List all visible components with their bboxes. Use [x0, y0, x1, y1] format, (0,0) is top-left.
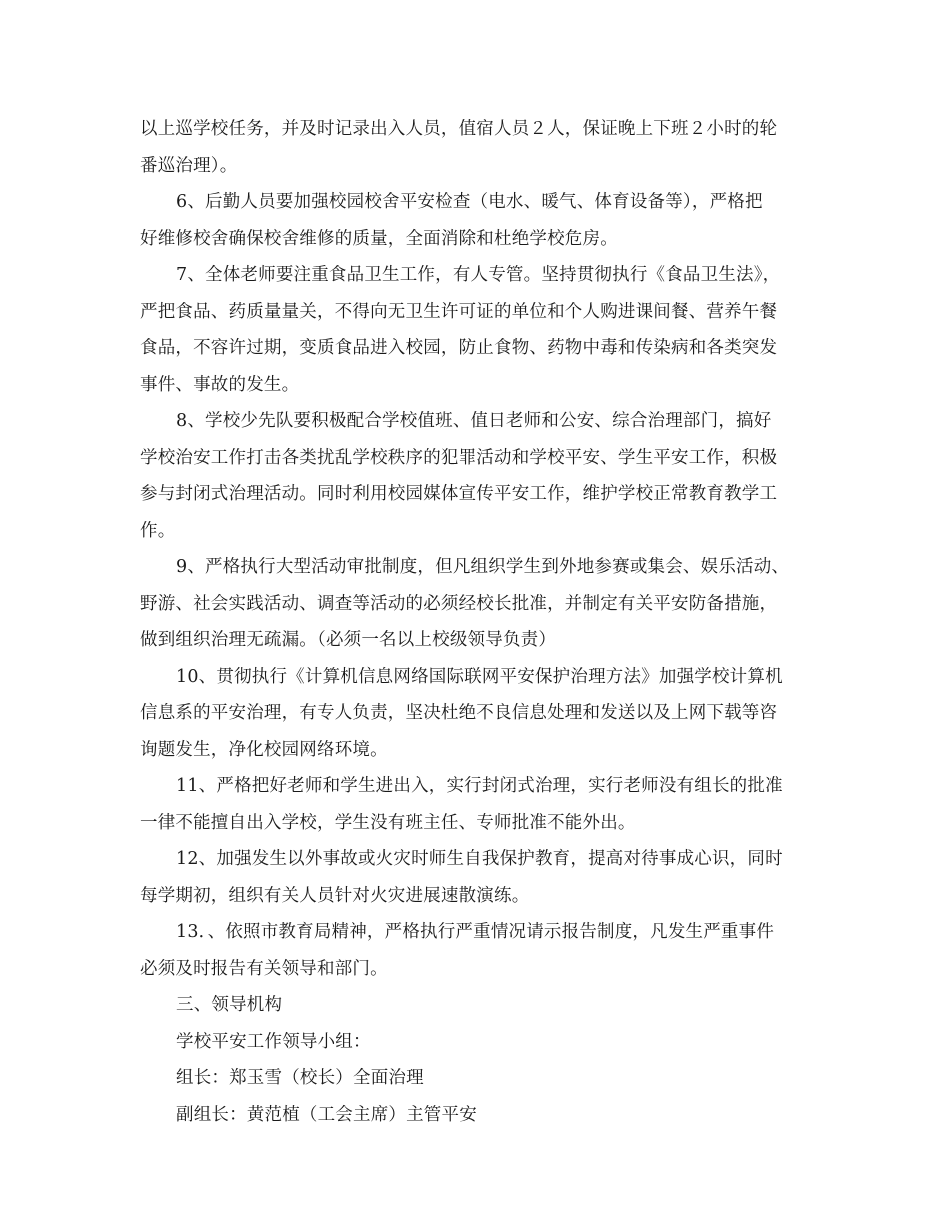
text-line: 6、后勤人员要加强校园校舍平安检查（电水、暖气、体育设备等），严格把: [176, 192, 763, 212]
text-line: 12、加强发生以外事故或火灾时师生自我保护教育，提高对待事成心识，同时: [176, 849, 783, 869]
text-line: 8、学校少先队要积极配合学校值班、值日老师和公安、综合治理部门，搞好: [176, 411, 772, 431]
text-line: 询题发生，净化校园网络环境。: [140, 739, 388, 760]
text-line: 以上巡学校任务，并及时记录出入人员，值宿人员２人，保证晚上下班２小时的轮: [140, 119, 778, 139]
text-line: 7、全体老师要注重食品卫生工作，有人专管。坚持贯彻执行《食品卫生法》，: [176, 265, 781, 285]
text-line: 一律不能擅自出入学校，学生没有班主任、专师批准不能外出。: [140, 812, 636, 833]
text-line: 好维修校舍确保校舍维修的质量，全面消除和杜绝学校危房。: [140, 228, 618, 249]
text-line: 10、贯彻执行《计算机信息网络国际联网平安保护治理方法》加强学校计算机: [176, 666, 783, 687]
text-line: 野游、社会实践活动、调查等活动的必须经校长批准，并制定有关平安防备措施，: [140, 593, 778, 614]
text-line: 作。: [140, 520, 176, 541]
text-line: 每学期初，组织有关人员针对火灾进展速散演练。: [140, 885, 530, 906]
text-line: 事件、事故的发生。: [140, 374, 300, 395]
text-line: 11、严格把好老师和学生进出入，实行封闭式治理，实行老师没有组长的批准: [176, 776, 783, 796]
text-line: 学校平安工作领导小组：: [176, 1031, 371, 1052]
text-line: 组长：郑玉雪（校长）全面治理: [176, 1068, 424, 1088]
text-line: 食品，不容许过期，变质食品进入校园，防止食物、药物中毒和传染病和各类突发: [140, 338, 778, 358]
text-line: 参与封闭式治理活动。同时利用校园媒体宣传平安工作，维护学校正常教育教学工: [140, 484, 778, 504]
text-line: 副组长：黄范植（工会主席）主管平安: [176, 1104, 477, 1125]
text-line: 番巡治理）。: [140, 155, 238, 176]
text-line: 必须及时报告有关领导和部门。: [140, 958, 388, 979]
text-line: 三、领导机构: [176, 995, 283, 1015]
text-line: 9、严格执行大型活动审批制度，但凡组织学生到外地参赛或集会、娱乐活动、: [176, 557, 790, 577]
text-line: 13．、依照市教育局精神，严格执行严重情况请示报告制度，凡发生严重事件: [176, 922, 775, 942]
text-line: 信息系的平安治理，有专人负责，坚决杜绝不良信息处理和发送以及上网下载等咨: [140, 703, 778, 723]
text-line: 严把食品、药质量量关，不得向无卫生许可证的单位和个人购进课间餐、营养午餐: [140, 301, 778, 322]
text-line: 学校治安工作打击各类扰乱学校秩序的犯罪活动和学校平安、学生平安工作，积极: [140, 447, 778, 468]
document-body: [140, 111, 815, 1133]
text-line: 做到组织治理无疏漏。（必须一名以上校级领导负责）: [140, 630, 557, 650]
